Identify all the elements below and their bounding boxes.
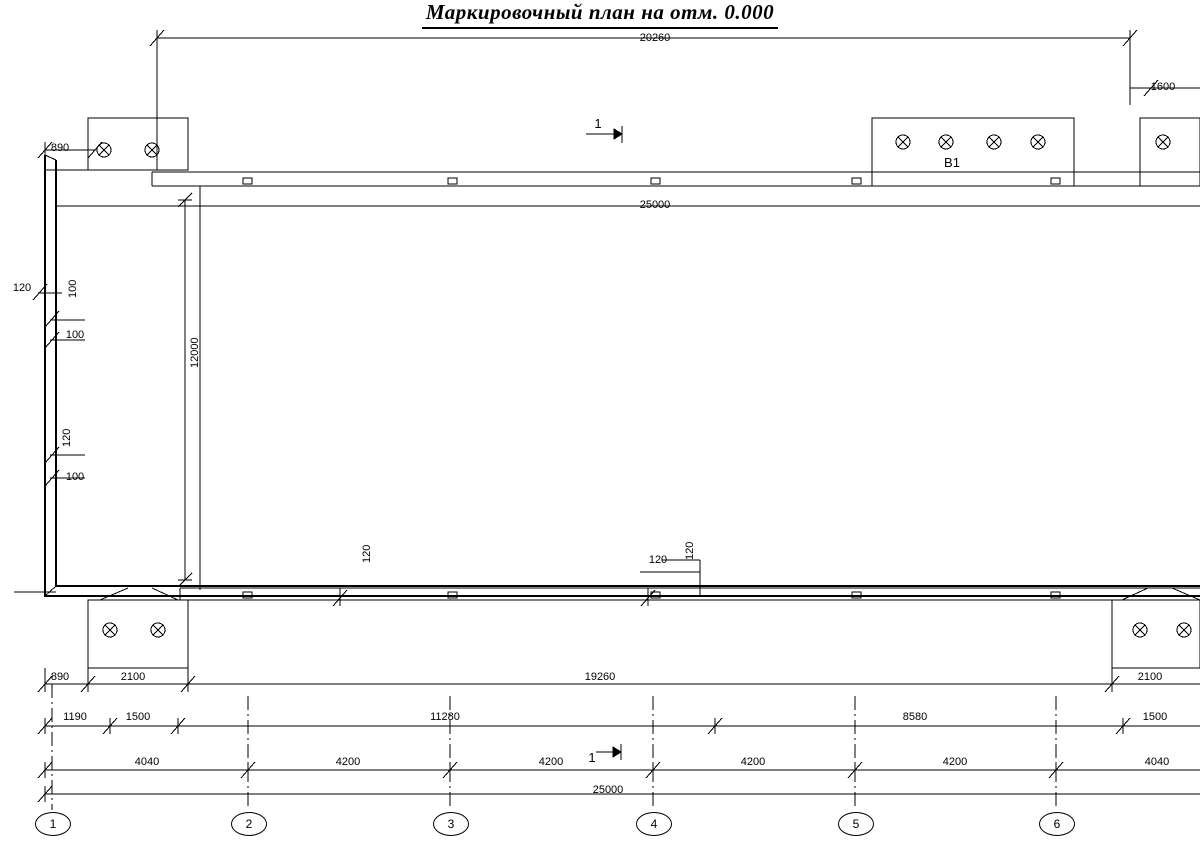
- dim-bottom-total-25000: 25000: [592, 784, 624, 796]
- dim-left-12000: 12000: [189, 337, 201, 368]
- grid-axis-6[interactable]: 6: [1039, 812, 1075, 836]
- dim-left-100-a: 100: [65, 329, 85, 341]
- dim-span-4200-b: 4200: [538, 756, 564, 768]
- dim-chain-1190: 1190: [63, 711, 87, 723]
- dim-left-100-b: 100: [65, 471, 85, 483]
- dim-span-4040-left: 4040: [134, 756, 160, 768]
- dim-chain-1500-right: 1500: [1142, 711, 1168, 723]
- dim-bottom-120-upper: 120: [648, 554, 668, 566]
- dim-chain-11280: 11280: [430, 711, 460, 723]
- drawing-title-text: Маркировочный план на отм. 0.000: [422, 0, 778, 29]
- dim-top-right-1600: 1600: [1150, 81, 1176, 93]
- grid-axis-1[interactable]: 1: [35, 812, 71, 836]
- dim-span-4200-d: 4200: [942, 756, 968, 768]
- dim-span-4200-a: 4200: [335, 756, 361, 768]
- grid-axis-4[interactable]: 4: [636, 812, 672, 836]
- dim-left-890-top: 890: [50, 142, 70, 154]
- dim-bottom-120-vert: 120: [684, 541, 696, 560]
- section-mark-bottom: 1: [588, 750, 596, 765]
- dim-bottom-120-left: 120: [361, 544, 373, 563]
- section-mark-top: 1: [594, 116, 602, 131]
- dim-left-120-top: 120: [12, 282, 32, 294]
- dim-bottom-2100-left: 2100: [120, 671, 146, 683]
- dim-left-120-mid: 120: [61, 428, 73, 447]
- dim-bottom-890: 890: [50, 671, 70, 683]
- dim-span-4200-c: 4200: [740, 756, 766, 768]
- dim-top-overall: 20260: [639, 32, 671, 44]
- dim-span-4040-right: 4040: [1144, 756, 1170, 768]
- grid-axis-2[interactable]: 2: [231, 812, 267, 836]
- dim-chain-8580: 8580: [902, 711, 928, 723]
- dim-bottom-19260: 19260: [584, 671, 616, 683]
- dim-left-100-vert: 100: [67, 279, 79, 298]
- dim-top-inner-25000: 25000: [639, 199, 671, 211]
- beam-tag-b1: В1: [944, 155, 960, 170]
- dim-chain-1500-left: 1500: [125, 711, 151, 723]
- dim-bottom-2100-right: 2100: [1137, 671, 1163, 683]
- grid-axis-5[interactable]: 5: [838, 812, 874, 836]
- grid-axis-3[interactable]: 3: [433, 812, 469, 836]
